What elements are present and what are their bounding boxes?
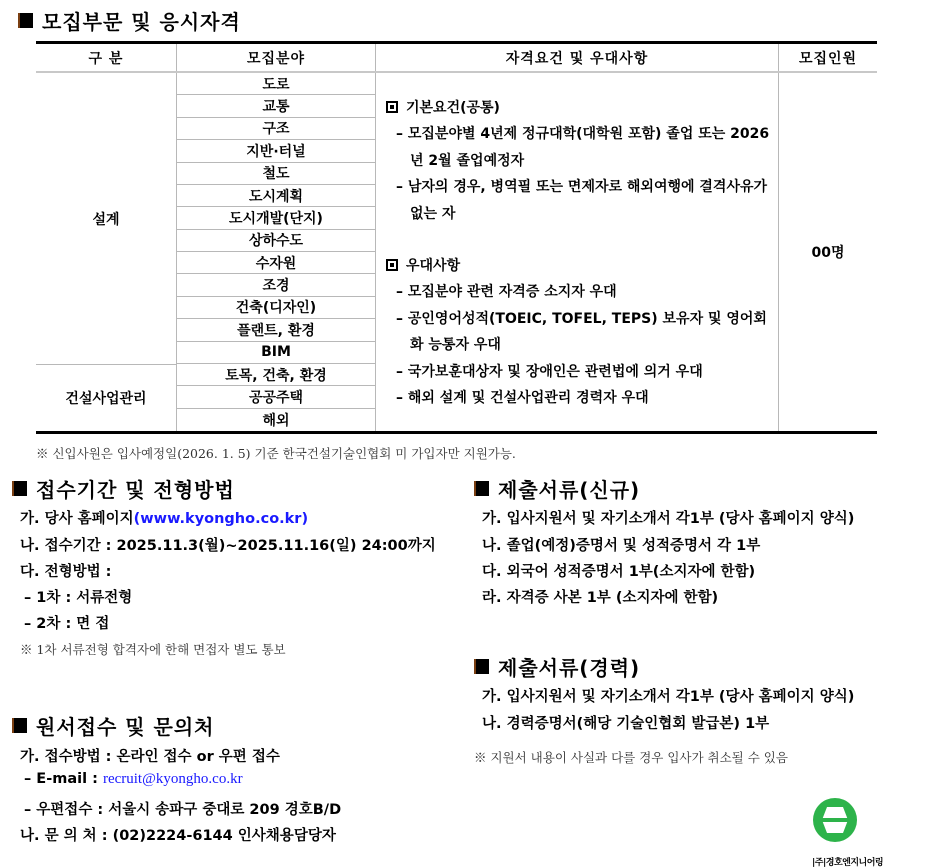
field-cell: 공공주택 (177, 386, 375, 408)
section-title-documents-new: 제출서류(신규) (474, 474, 640, 503)
category-construction-management: 건설사업관리 (65, 391, 147, 407)
field-cell: 해외 (262, 412, 290, 429)
field-cell: 도시개발(단지) (177, 207, 375, 229)
kyongho-logo-icon (812, 797, 858, 843)
document-item: 다. 외국어 성적증명서 1부(소지자에 한함) (482, 564, 756, 580)
field-cell: 지반·터널 (177, 140, 375, 162)
square-bullet-icon (12, 481, 27, 496)
field-cell: 교통 (177, 95, 375, 117)
homepage-link[interactable]: (www.kyongho.co.kr) (133, 511, 309, 527)
submission-method-line: 가. 접수방법 : 온라인 접수 or 우편 접수 (20, 749, 280, 765)
field-cell: 건축(디자인) (177, 297, 375, 319)
checkbox-square-icon (386, 101, 398, 113)
section-title-recruitment: 모집부문 및 응시자격 (18, 6, 241, 35)
field-cell: 플랜트, 환경 (177, 319, 375, 341)
preference-heading: 우대사항 (386, 253, 778, 279)
table-body (36, 73, 877, 431)
table-header (36, 44, 877, 73)
email-line: – E-mail : recruit@kyongho.co.kr (24, 771, 243, 787)
category-design: 설계 (36, 73, 176, 365)
basic-requirements-heading: 기본요건(공통) (386, 95, 778, 121)
membership-note: ※ 신입사원은 입사예정일(2026. 1. 5) 기준 한국건설기술인협회 미 가입자만 지원가능. (36, 446, 516, 461)
preference-item: – 해외 설계 및 건설사업관리 경력자 우대 (396, 390, 649, 406)
screening-method-line: 다. 전형방법 : (20, 564, 112, 580)
field-cell: BIM (177, 342, 375, 364)
document-item: 가. 입사지원서 및 자기소개서 각1부 (당사 홈페이지 양식) (482, 689, 855, 705)
document-item: 가. 입사지원서 및 자기소개서 각1부 (당사 홈페이지 양식) (482, 511, 855, 527)
field-cell: 철도 (177, 163, 375, 185)
field-cell: 도시계획 (177, 185, 375, 207)
document-item: 나. 경력증명서(해당 기술인협회 발급본) 1부 (482, 716, 770, 732)
field-cell: 상하수도 (177, 230, 375, 252)
square-bullet-icon (18, 13, 33, 28)
homepage-line: 가. 당사 홈페이지(www.kyongho.co.kr) (20, 511, 309, 527)
screening-step-1: – 1차 : 서류전형 (24, 590, 133, 606)
company-logo (812, 797, 884, 868)
section-title-contact: 원서접수 및 문의처 (12, 711, 215, 740)
section-title-application-period: 접수기간 및 전형방법 (12, 474, 235, 503)
preference-item: – 모집분야 관련 자격증 소지자 우대 (396, 284, 617, 300)
square-bullet-icon (12, 718, 27, 733)
document-item: 라. 자격증 사본 1부 (소지자에 한함) (482, 590, 719, 606)
field-cell: 도로 (177, 73, 375, 95)
screening-step-2: – 2차 : 면 접 (24, 616, 110, 632)
requirement-item: – 모집분야별 4년제 정규대학(대학원 포함) 졸업 또는 2026년 2월 졸업예정자 (396, 126, 770, 169)
square-bullet-icon (474, 481, 489, 496)
document-item: 나. 졸업(예정)증명서 및 성적증명서 각 1부 (482, 538, 761, 554)
email-link[interactable]: recruit@kyongho.co.kr (102, 771, 243, 787)
recruitment-table (36, 41, 877, 434)
header-requirements: 자격요건 및 우대사항 (375, 44, 778, 71)
field-cell: 토목, 건축, 환경 (177, 364, 375, 386)
postal-line: – 우편접수 : 서울시 송파구 중대로 209 경호B/D (24, 802, 342, 818)
inquiry-line: 나. 문 의 처 : (02)2224-6144 인사채용담당자 (20, 828, 336, 844)
square-bullet-icon (474, 659, 489, 674)
preference-item: – 국가보훈대상자 및 장애인은 관련법에 의거 우대 (396, 363, 703, 380)
period-line: 나. 접수기간 : 2025.11.3(월)~2025.11.16(일) 24:00까지 (20, 538, 436, 554)
fields-column (176, 73, 375, 431)
field-cell: 수자원 (177, 252, 375, 274)
requirement-item: – 남자의 경우, 병역필 또는 면제자로 해외여행에 결격사유가 없는 자 (396, 179, 768, 222)
category-column (36, 73, 176, 431)
header-category: 구 분 (88, 50, 124, 67)
header-headcount: 모집인원 (778, 44, 877, 71)
header-field: 모집분야 (176, 44, 375, 71)
checkbox-square-icon (386, 259, 398, 271)
interview-note: ※ 1차 서류전형 합격자에 한해 면접자 별도 통보 (20, 642, 286, 657)
cancellation-note: ※ 지원서 내용이 사실과 다를 경우 입사가 취소될 수 있음 (474, 750, 788, 765)
field-cell: 구조 (177, 118, 375, 140)
requirements-column (375, 73, 778, 431)
company-name: |주|경호엔지니어링 (812, 858, 884, 868)
preference-item: – 공인영어성적(TOEIC, TOFEL, TEPS) 보유자 및 영어회화 능통자 우대 (396, 310, 767, 353)
headcount-cell: 00명 (778, 73, 877, 431)
field-cell: 조경 (177, 274, 375, 296)
section-title-documents-experienced: 제출서류(경력) (474, 652, 640, 681)
